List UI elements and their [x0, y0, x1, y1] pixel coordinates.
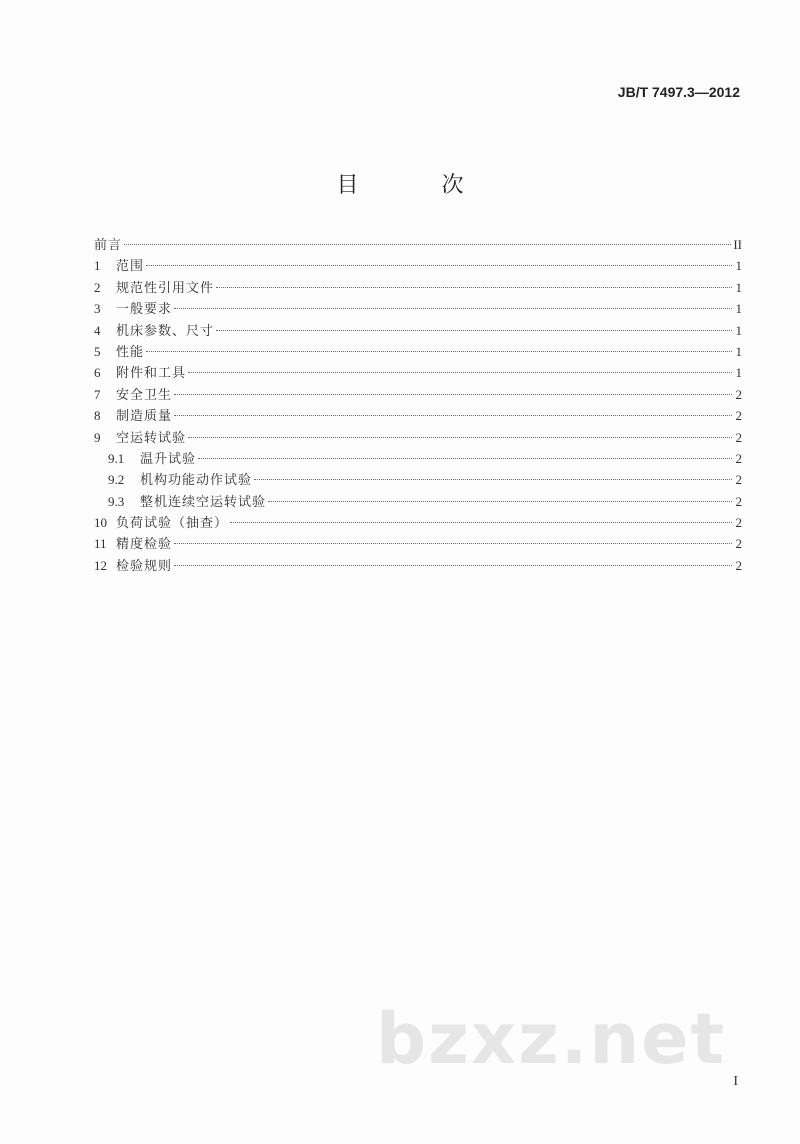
toc-dot-leader: [174, 415, 732, 416]
toc-entry-number: 12: [94, 557, 107, 573]
toc-entry[interactable]: [94, 255, 742, 276]
toc-dot-leader: [216, 287, 732, 288]
toc-entry-label: 一般要求: [116, 302, 173, 318]
toc-entry-page: 1: [735, 322, 742, 338]
toc-entry-page: 2: [735, 557, 742, 573]
toc-dot-leader: [146, 265, 732, 266]
toc-entry-page: II: [733, 237, 742, 252]
toc-entry[interactable]: [94, 491, 742, 512]
toc-dot-leader: [174, 543, 732, 544]
toc-entry-label: 机床参数、尺寸: [116, 323, 215, 339]
toc-entry[interactable]: [94, 384, 742, 405]
toc-dot-leader: [188, 437, 732, 438]
toc-entry-number: 8: [94, 408, 101, 424]
toc-entry-number: 6: [94, 365, 101, 381]
toc-entry-label: 机构功能动作试验: [140, 473, 253, 489]
toc-entry[interactable]: [94, 298, 742, 319]
toc-entry-label: 整机连续空运转试验: [140, 494, 267, 510]
toc-entry[interactable]: [94, 277, 742, 298]
toc-entry-page: 2: [735, 472, 742, 488]
toc-dot-leader: [188, 372, 732, 373]
toc-entry-label: 性能: [116, 344, 145, 360]
toc-entry[interactable]: [94, 469, 742, 490]
toc-entry[interactable]: [94, 362, 742, 383]
toc-entry-number: 9: [94, 429, 101, 445]
toc-entry-label: 温升试验: [140, 451, 197, 467]
toc-dot-leader: [230, 522, 732, 523]
toc-entry-page: 2: [735, 408, 742, 424]
toc-entry-label: 负荷试验（抽查）: [116, 516, 229, 532]
toc-entry-page: 1: [735, 279, 742, 295]
toc-entry-number: 9.3: [108, 493, 125, 509]
page-title: 目 次: [336, 173, 502, 198]
toc-entry-number: 11: [94, 536, 107, 552]
toc-dot-leader: [268, 501, 732, 502]
toc-entry-number: 5: [94, 343, 101, 359]
toc-entry-label: 精度检验: [116, 537, 173, 553]
toc-entry-page: 2: [735, 386, 742, 402]
toc-entry-number: 7: [94, 386, 101, 402]
toc-entry-page: 1: [735, 301, 742, 317]
toc-dot-leader: [146, 351, 732, 352]
toc-dot-leader: [216, 330, 732, 331]
toc-entry-page: 2: [735, 493, 742, 509]
toc-entry[interactable]: [94, 341, 742, 362]
toc-entry-number: 1: [94, 258, 101, 274]
toc-entry-number: 10: [94, 515, 107, 531]
toc-entry-page: 1: [735, 258, 742, 274]
toc-entry[interactable]: [94, 555, 742, 576]
toc-entry[interactable]: [94, 427, 742, 448]
toc-dot-leader: [198, 458, 732, 459]
toc-entry-page: 2: [735, 536, 742, 552]
toc-entry[interactable]: [94, 512, 742, 533]
toc-entry-number: 9.1: [108, 450, 125, 466]
toc-entry-page: 2: [735, 429, 742, 445]
table-of-contents: [94, 234, 742, 576]
toc-dot-leader: [174, 308, 732, 309]
toc-entry-page: 1: [735, 365, 742, 381]
toc-entry-label: 制造质量: [116, 409, 173, 425]
toc-entry[interactable]: [94, 533, 742, 554]
toc-entry-number: 9.2: [108, 472, 125, 488]
toc-entry-number: 3: [94, 301, 101, 317]
toc-dot-leader: [174, 394, 732, 395]
toc-entry[interactable]: [94, 320, 742, 341]
standard-code: JB/T 7497.3—2012: [617, 84, 740, 100]
toc-entry[interactable]: [94, 448, 742, 469]
watermark: bzxz.net: [376, 998, 727, 1080]
toc-entry-label: 安全卫生: [116, 387, 173, 403]
toc-entry-page: 2: [735, 450, 742, 466]
toc-entry-label: 检验规则: [116, 558, 173, 574]
toc-entry-page: 2: [735, 515, 742, 531]
toc-entry-label: 前言: [94, 238, 123, 253]
toc-entry-page: 1: [735, 343, 742, 359]
toc-entry-label: 规范性引用文件: [116, 280, 215, 296]
toc-entry-label: 空运转试验: [116, 430, 187, 446]
toc-entry-label: 附件和工具: [116, 366, 187, 382]
page-number: I: [733, 1074, 738, 1089]
toc-dot-leader: [174, 565, 732, 566]
toc-entry[interactable]: [94, 234, 742, 255]
toc-dot-leader: [124, 244, 731, 245]
toc-entry-number: 4: [94, 322, 101, 338]
toc-entry-label: 范围: [116, 259, 145, 275]
toc-dot-leader: [254, 479, 732, 480]
toc-entry[interactable]: [94, 405, 742, 426]
toc-entry-number: 2: [94, 279, 101, 295]
